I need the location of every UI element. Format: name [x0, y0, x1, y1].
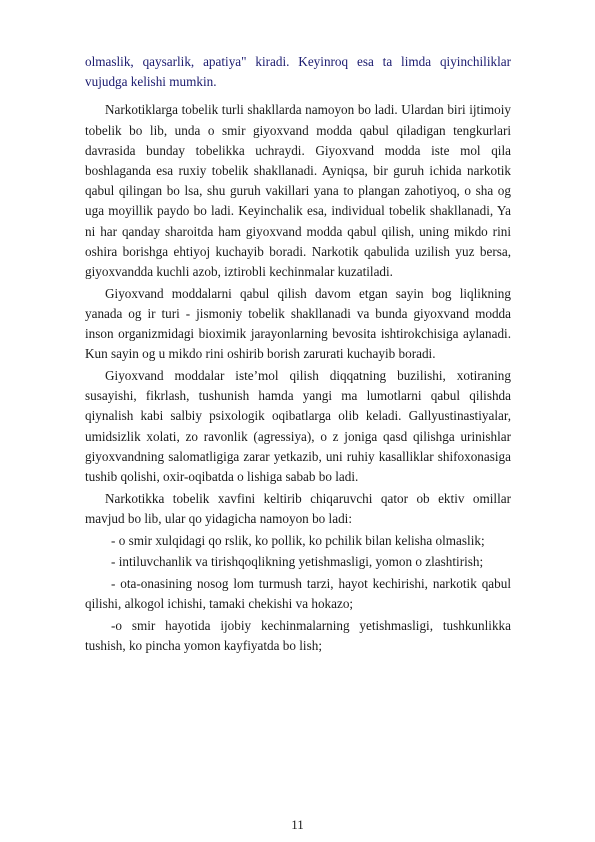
- list-item: -o smir hayotida ijobiy kechinmalarning yetishmasligi, tushkunlikka tushish, ko pincha yomon kayfiyatda bo lish;: [85, 617, 511, 654]
- paragraph: Narkotikka tobelik xavfini keltirib chiqaruvchi qator ob ektiv omillar mavjud bo lib, ular qo yidagicha namoyon bo ladi:: [85, 490, 511, 526]
- list-item: - o smir xulqidagi qo rslik, ko pollik, ko pchilik bilan kelisha olmaslik;: [111, 532, 485, 548]
- body-text: [85, 52, 511, 658]
- list-item: - ota-onasining nosog lom turmush tarzi, hayot kechirishi, narkotik qabul qilishi, alkogol ichishi, tamaki chekishi va hokazo;: [85, 576, 511, 612]
- list-item: - intiluvchanlik va tirishqoqlikning yetishmasligi, yomon o zlashtirish;: [111, 554, 484, 570]
- paragraph: Giyoxvand moddalar iste’mol qilish diqqatning buzilishi, xotiraning susayishi, fikrlash, tushunish hamda yangi ma lumotlarni qabul qilishda qiynalish kabi salbiy psixologik oqibatlarga olib keladi. Gallyustinastiyalar, umidsizlik xolati, zo ravonlik (agressiya), o z joniga qasd qilishga urinishlar giyoxvandning salomatligiga zarar yetkazib, uni ruhiy kasalliklar shifoxonasiga tushib qolishi, oxir-oqibatda o lishiga sabab bo ladi.: [85, 368, 511, 485]
- paragraph: olmaslik, qaysarlik, apatiya" kiradi. Keyinroq esa ta limda qiyinchiliklar vujudga kelishi mumkin.: [85, 54, 511, 90]
- paragraph: Narkotiklarga tobelik turli shakllarda namoyon bo ladi. Ulardan biri ijtimoiy tobelik bo lib, unda o smir giyoxvand modda qabul qiladigan tengkurlari davrasida bunday tobelikka uchraydi. Giyoxvand modda iste mol qila boshlaganda esa ruxiy tobelik shakllanadi. Ayniqsa, bir guruh ichida narkotik qabul qilingan bo lsa, shu guruh vakillari yana to plangan zahotiyoq, o sha og uga moyillik paydo bo ladi. Keyinchalik esa, individual tobelik shakllanadi, Ya ni har qanday sharoitda ham giyoxvand modda qabul qilish, uning mikdo rini oshira borishga ehtiyoj kuchayib boradi. Narkotik qabulida uzilish yuz bersa, giyoxvandda kuchli azob, iztirobli kechinmalar kuzatiladi.: [85, 102, 511, 280]
- paragraph: Giyoxvand moddalarni qabul qilish davom etgan sayin bog liqlikning yanada og ir turi - jismoniy tobelik shakllanadi va bunda giyoxvand modda inson organizmidagi bioximik jarayonlarning bevosita ishtirokchisiga aylanadi. Kun sayin og u mikdo rini oshirib borish zarurati kuchayib boradi.: [85, 285, 511, 362]
- page-number: 11: [291, 817, 304, 832]
